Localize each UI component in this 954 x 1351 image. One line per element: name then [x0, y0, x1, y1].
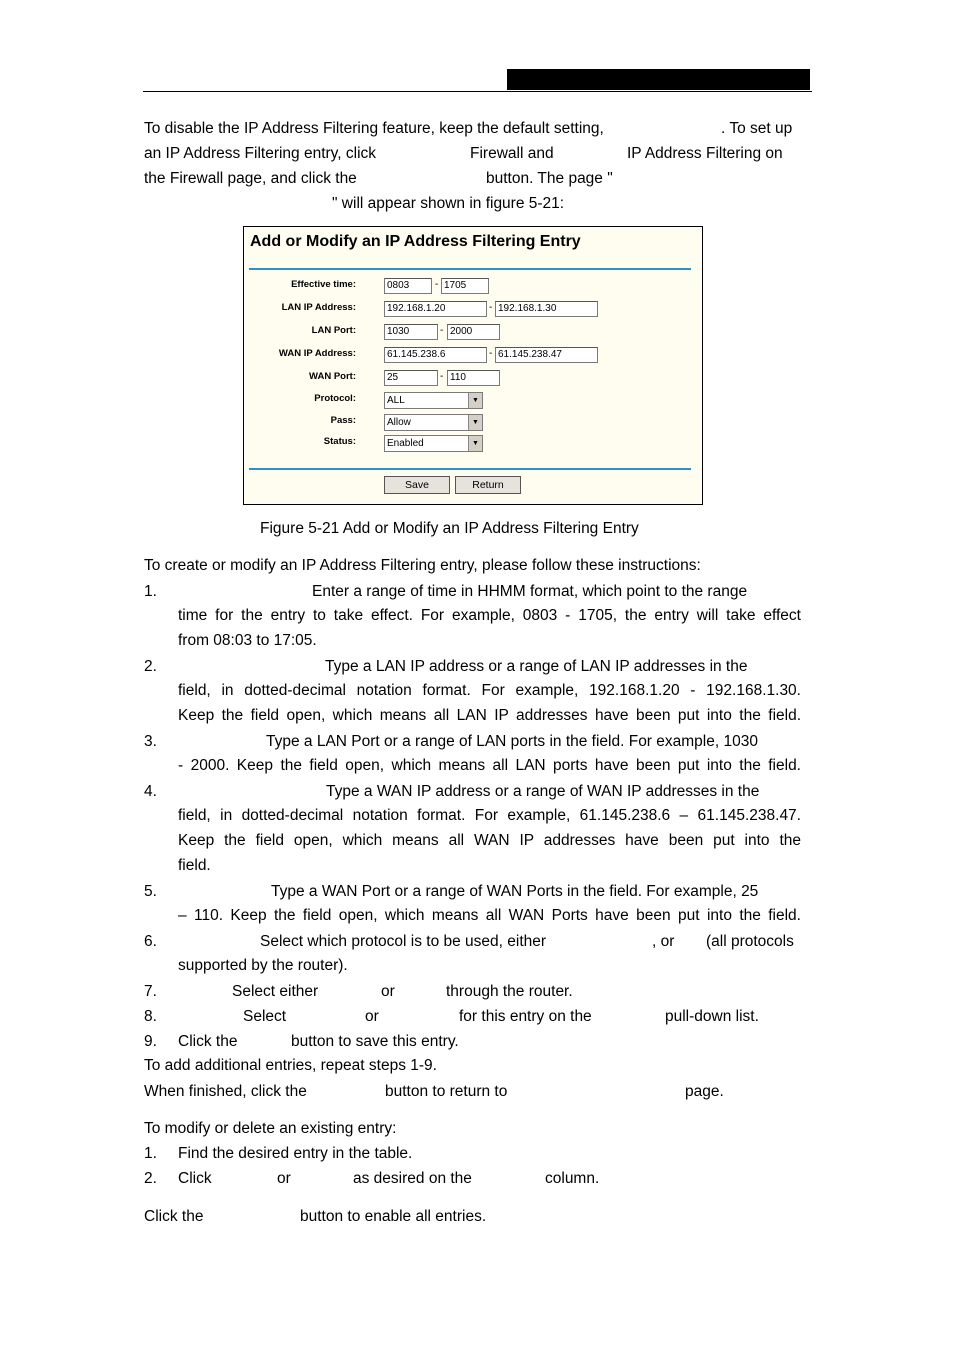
wan-ip-from-input[interactable]: 61.145.238.6: [384, 347, 487, 363]
step-5-line-2: – 110. Keep the field open, which means all WAN Ports have been put into the field.: [178, 907, 801, 924]
step-number: 8.: [144, 1008, 157, 1025]
intro-line-1b: . To set up: [721, 120, 793, 137]
step-number: 6.: [144, 933, 157, 950]
dash: -: [489, 302, 493, 313]
wan-port-to-input[interactable]: 110: [447, 370, 500, 386]
modify-intro: To modify or delete an existing entry:: [144, 1120, 397, 1137]
wan-port-label: WAN Port:: [309, 371, 356, 382]
lan-ip-from-input[interactable]: 192.168.1.20: [384, 301, 487, 317]
lan-port-label: LAN Port:: [311, 325, 356, 336]
lan-port-from-input[interactable]: 1030: [384, 324, 438, 340]
enable-all-b: button to enable all entries.: [300, 1208, 487, 1225]
step-1-line-2: time for the entry to take effect. For example, 0803 - 1705, the entry will take effect: [178, 607, 801, 624]
finished-b: button to return to: [385, 1083, 508, 1100]
repeat-note: To add additional entries, repeat steps 1-9.: [144, 1057, 437, 1074]
step-2-line-3: Keep the field open, which means all LAN IP addresses have been put into the field.: [178, 707, 801, 724]
status-selected-value: Enabled: [387, 438, 424, 449]
protocol-selected-value: ALL: [387, 395, 405, 406]
step-7-c: through the router.: [446, 983, 573, 1000]
wan-port-from-input[interactable]: 25: [384, 370, 438, 386]
modify-step-2-a: Click: [178, 1170, 212, 1187]
enable-all-a: Click the: [144, 1208, 204, 1225]
finished-a: When finished, click the: [144, 1083, 307, 1100]
step-1-line-3: from 08:03 to 17:05.: [178, 632, 317, 649]
step-6-line-1a: Select which protocol is to be used, either: [260, 933, 547, 950]
step-number: 2.: [144, 658, 157, 675]
step-3-line-1: Type a LAN Port or a range of LAN ports in the field. For example, 1030: [266, 733, 758, 750]
step-8-d: pull-down list.: [665, 1008, 759, 1025]
protocol-label: Protocol:: [314, 393, 356, 404]
lan-ip-to-input[interactable]: 192.168.1.30: [495, 301, 598, 317]
step-6-line-1b: , or: [652, 933, 675, 950]
dash: -: [489, 348, 493, 359]
row-protocol: [244, 392, 702, 408]
effective-time-from-input[interactable]: 0803: [384, 278, 432, 294]
step-number: 1.: [144, 583, 157, 600]
effective-time-label: Effective time:: [291, 279, 356, 290]
modify-step-1: Find the desired entry in the table.: [178, 1145, 413, 1162]
chevron-down-icon[interactable]: ▼: [468, 436, 482, 451]
step-2-line-1: Type a LAN IP address or a range of LAN IP addresses in the: [325, 658, 748, 675]
modify-step-2-b: or: [277, 1170, 291, 1187]
intro-line-4: " will appear shown in figure 5-21:: [332, 195, 565, 212]
intro-line-1a: To disable the IP Address Filtering feature, keep the default setting,: [144, 120, 604, 137]
step-6-line-1c: (all protocols: [706, 933, 794, 950]
filter-entry-figure: [243, 226, 703, 505]
step-8-b: or: [365, 1008, 379, 1025]
figure-caption: Figure 5-21 Add or Modify an IP Address Filtering Entry: [260, 520, 639, 537]
row-wan-port: [244, 370, 702, 386]
step-number: 7.: [144, 983, 157, 1000]
pass-selected-value: Allow: [387, 417, 411, 428]
step-1-line-1: Enter a range of time in HHMM format, which point to the range: [312, 583, 748, 600]
step-4-line-1: Type a WAN IP address or a range of WAN IP addresses in the: [326, 783, 760, 800]
step-9-b: button to save this entry.: [291, 1033, 459, 1050]
lan-port-to-input[interactable]: 2000: [447, 324, 500, 340]
step-2-line-2: field, in dotted-decimal notation format. For example, 192.168.1.20 - 192.168.1.30.: [178, 682, 801, 699]
step-8-c: for this entry on the: [459, 1008, 592, 1025]
pass-label: Pass:: [330, 415, 356, 426]
step-number: 9.: [144, 1033, 157, 1050]
chevron-down-icon[interactable]: ▼: [468, 393, 482, 408]
modify-step-2-c: as desired on the: [353, 1170, 472, 1187]
step-number: 5.: [144, 883, 157, 900]
dash: -: [440, 371, 444, 382]
finished-c: page.: [685, 1083, 724, 1100]
step-7-a: Select either: [232, 983, 319, 1000]
protocol-select[interactable]: [384, 392, 483, 409]
row-lan-ip: [244, 301, 702, 317]
pass-select[interactable]: [384, 414, 483, 431]
step-6-line-2: supported by the router).: [178, 957, 348, 974]
intro-line-2a: an IP Address Filtering entry, click: [144, 145, 377, 162]
save-button[interactable]: Save: [384, 476, 450, 494]
header-rule: [143, 91, 812, 92]
wan-ip-to-input[interactable]: 61.145.238.47: [495, 347, 598, 363]
row-status: [244, 435, 702, 451]
intro-line-2c: IP Address Filtering on: [627, 145, 783, 162]
step-number: 3.: [144, 733, 157, 750]
intro-line-3a: the Firewall page, and click the: [144, 170, 357, 187]
effective-time-to-input[interactable]: 1705: [441, 278, 489, 294]
step-5-line-1: Type a WAN Port or a range of WAN Ports in the field. For example, 25: [271, 883, 759, 900]
figure-bottom-rule: [249, 468, 691, 470]
dash: -: [440, 325, 444, 336]
status-label: Status:: [323, 436, 356, 447]
modify-step-2-d: column.: [545, 1170, 600, 1187]
instructions-intro: To create or modify an IP Address Filtering entry, please follow these instructions:: [144, 557, 701, 574]
step-9-a: Click the: [178, 1033, 238, 1050]
wan-ip-label: WAN IP Address:: [278, 348, 356, 359]
step-7-b: or: [381, 983, 395, 1000]
chevron-down-icon[interactable]: ▼: [468, 415, 482, 430]
step-3-line-2: - 2000. Keep the field open, which means all LAN ports have been put into the field.: [178, 757, 801, 774]
header-bar: [507, 69, 810, 90]
modify-step-number: 1.: [144, 1145, 157, 1162]
step-number: 4.: [144, 783, 157, 800]
status-select[interactable]: [384, 435, 483, 452]
row-effective-time: [244, 278, 702, 294]
step-4-line-3: Keep the field open, which means all WAN IP addresses have been put into the: [178, 832, 801, 849]
row-wan-ip: [244, 347, 702, 363]
step-4-line-2: field, in dotted-decimal notation format. For example, 61.145.238.6 – 61.145.238.47.: [178, 807, 801, 824]
dash: -: [435, 279, 439, 290]
lan-ip-label: LAN IP Address:: [281, 302, 356, 313]
intro-line-2b: Firewall and: [470, 145, 554, 162]
modify-step-number: 2.: [144, 1170, 157, 1187]
row-lan-port: [244, 324, 702, 340]
figure-top-rule: [249, 268, 691, 270]
step-8-a: Select: [243, 1008, 287, 1025]
step-4-line-4: field.: [178, 857, 211, 874]
return-button[interactable]: Return: [455, 476, 521, 494]
intro-line-3b: button. The page ": [486, 170, 613, 187]
row-pass: [244, 414, 702, 430]
figure-title: Add or Modify an IP Address Filtering Entry: [250, 233, 581, 250]
